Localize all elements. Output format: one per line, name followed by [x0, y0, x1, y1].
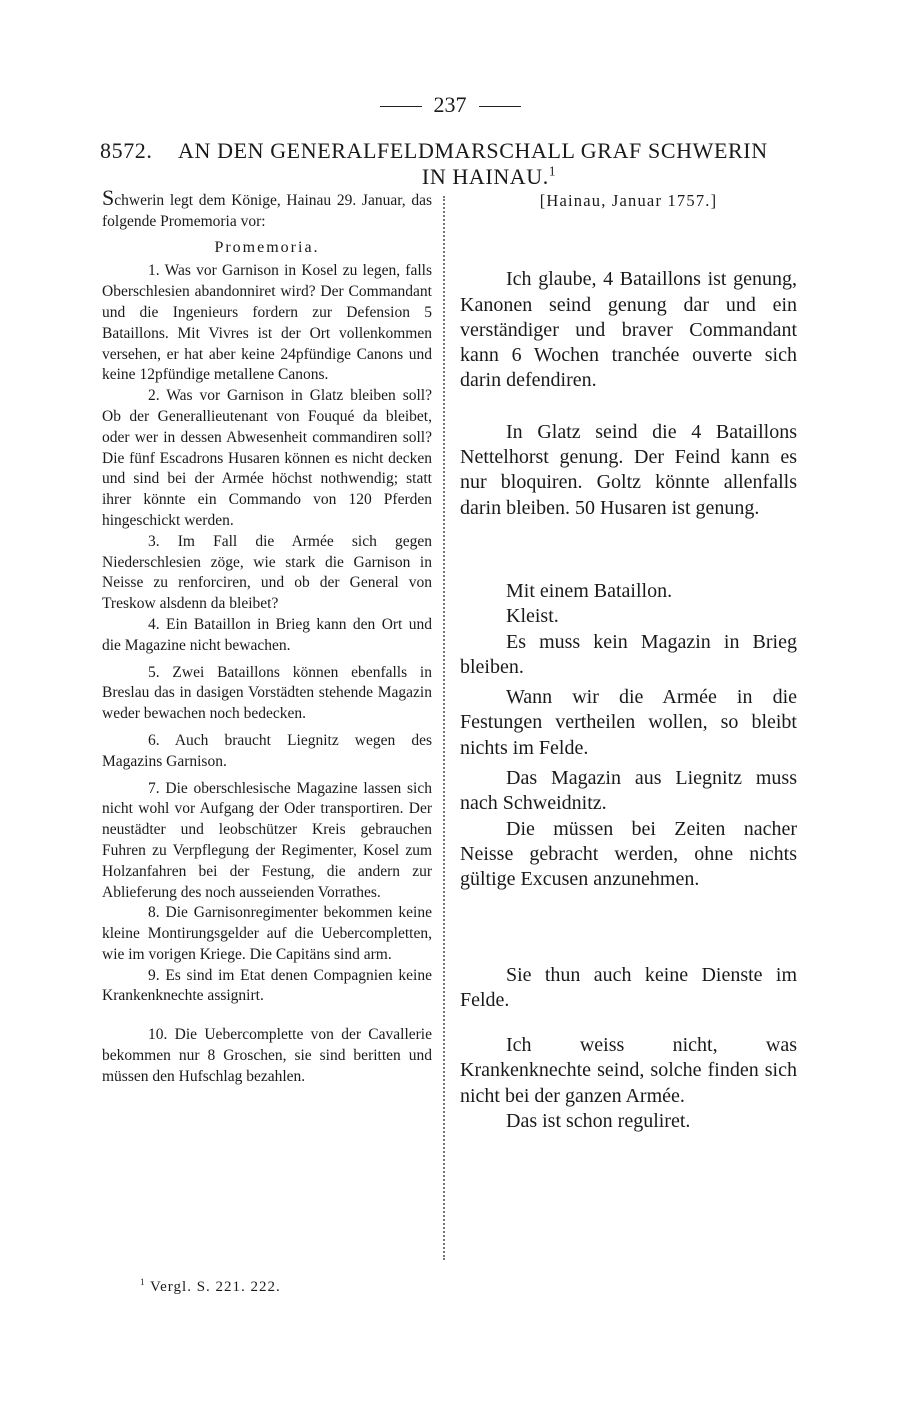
- page-number-dash-right: [479, 106, 521, 107]
- column-divider: [443, 196, 445, 1260]
- reply-1: Ich glaube, 4 Bataillons ist genung, Kanonen seind genung dar und ein verständiger und braver Commandant kann 6 Wochen tranchée ouverte sich darin defendiren.: [460, 268, 797, 392]
- reply-3: Mit einem Bataillon.: [506, 579, 673, 602]
- reply-11: Das ist schon reguliret.: [506, 1110, 691, 1133]
- right-column: [460, 188, 797, 1134]
- item-9: 9. Es sind im Etat denen Compagnien keine Krankenknechte assignirt.: [102, 966, 432, 1005]
- intro-paragraph: [102, 185, 432, 233]
- footnote-mark: 1: [140, 1277, 146, 1287]
- item-3: 3. Im Fall die Armée sich gegen Niederschlesien zöge, wie stark die Garnison in Neisse zu renforciren, und ob der General von Treskow alsdenn da bleibet?: [102, 532, 432, 613]
- footnote-text: Vergl. S. 221. 222.: [149, 1279, 281, 1295]
- reply-10: Ich weiss nicht, was Krankenknechte seind, solche finden sich nicht bei der ganzen Armée.: [460, 1034, 797, 1107]
- item-6: 6. Auch braucht Liegnitz wegen des Magazins Garnison.: [102, 731, 432, 770]
- intro-initial: S: [102, 185, 115, 210]
- item-10: 10. Die Uebercomplette von der Cavallerie bekommen nur 8 Groschen, sie sind beritten und müssen den Hufschlag bezahlen.: [102, 1026, 432, 1085]
- document-number: 8572.: [100, 138, 153, 163]
- heading-line-1: AN DEN GENERALFELDMARSCHALL GRAF SCHWERIN: [178, 138, 768, 163]
- heading-line-2: IN HAINAU.: [421, 164, 549, 189]
- reply-8: Die müssen bei Zeiten nacher Neisse gebracht werden, ohne nichts gültige Excusen anzunehmen.: [460, 817, 797, 891]
- reply-2: In Glatz seind die 4 Bataillons Nettelhorst genung. Der Feind kann es nur bloquiren. Goltz könnte allenfalls darin bleiben. 50 Husaren ist genung.: [460, 420, 797, 519]
- item-7: 7. Die oberschlesische Magazine lassen sich nicht wohl vor Aufgang der Oder transportiren. Der neustädter und leobschützer Kreis gebrauchen Fuhren zu Verpflegung der Regimenter, Kosel zum Holzanfahren bei der Festung, die andern zur Ablieferung des noch ausseienden Vorrathes.: [102, 779, 432, 901]
- intro-text: chwerin legt dem Könige, Hainau 29. Januar, das folgende Promemoria vor:: [102, 192, 432, 230]
- reply-6: Wann wir die Armée in die Festungen vertheilen wollen, so bleibt nichts im Felde.: [460, 686, 797, 759]
- reply-7: Das Magazin aus Liegnitz muss nach Schweidnitz.: [460, 767, 797, 815]
- item-8: 8. Die Garnisonregimenter bekommen keine kleine Montirungsgelder auf die Uebercompletten, wie im vorigen Kriege. Die Capitäns sind arm.: [102, 904, 432, 963]
- page-number-text: 237: [433, 92, 467, 117]
- page-number-dash-left: [380, 106, 422, 107]
- reply-4: Kleist.: [506, 605, 559, 628]
- date-line: [Hainau, Januar 1757.]: [539, 191, 718, 210]
- item-2: 2. Was vor Garnison in Glatz bleiben soll? Ob der Generallieutenant von Fouqué da bleibet, oder wer in dessen Abwesenheit commandiren soll? Die fünf Escadrons Husaren können es nicht decken und sind bei der Armée höchst nothwendig; statt ihrer könnte ein Commando von 120 Pferden hingeschickt werden.: [102, 387, 432, 529]
- item-1: 1. Was vor Garnison in Kosel zu legen, falls Oberschlesien abandonniret wird? Der Commandant und die Ingenieurs fordern zur Defension 5 Bataillons. Mit Vivres ist der Ort vollenkommen versehen, er hat aber keine 24pfündige Canons und keine 12pfündige metallene Canons.: [102, 262, 432, 384]
- item-4: 4. Ein Bataillon in Brieg kann den Ort und die Magazine nicht bewachen.: [102, 615, 432, 654]
- left-column: [102, 185, 432, 1088]
- document-heading: [100, 138, 800, 190]
- promemoria-title: Promemoria.: [214, 238, 320, 256]
- heading-footnote-mark: 1: [548, 163, 557, 179]
- reply-5: Es muss kein Magazin in Brieg bleiben.: [460, 630, 797, 678]
- reply-9: Sie thun auch keine Dienste im Felde.: [460, 963, 797, 1011]
- page-number: [0, 92, 900, 118]
- footnote: [140, 1279, 281, 1296]
- item-5: 5. Zwei Bataillons können ebenfalls in Breslau das in dasigen Vorstädten stehende Magazin weder bewachen noch bedecken.: [102, 663, 432, 723]
